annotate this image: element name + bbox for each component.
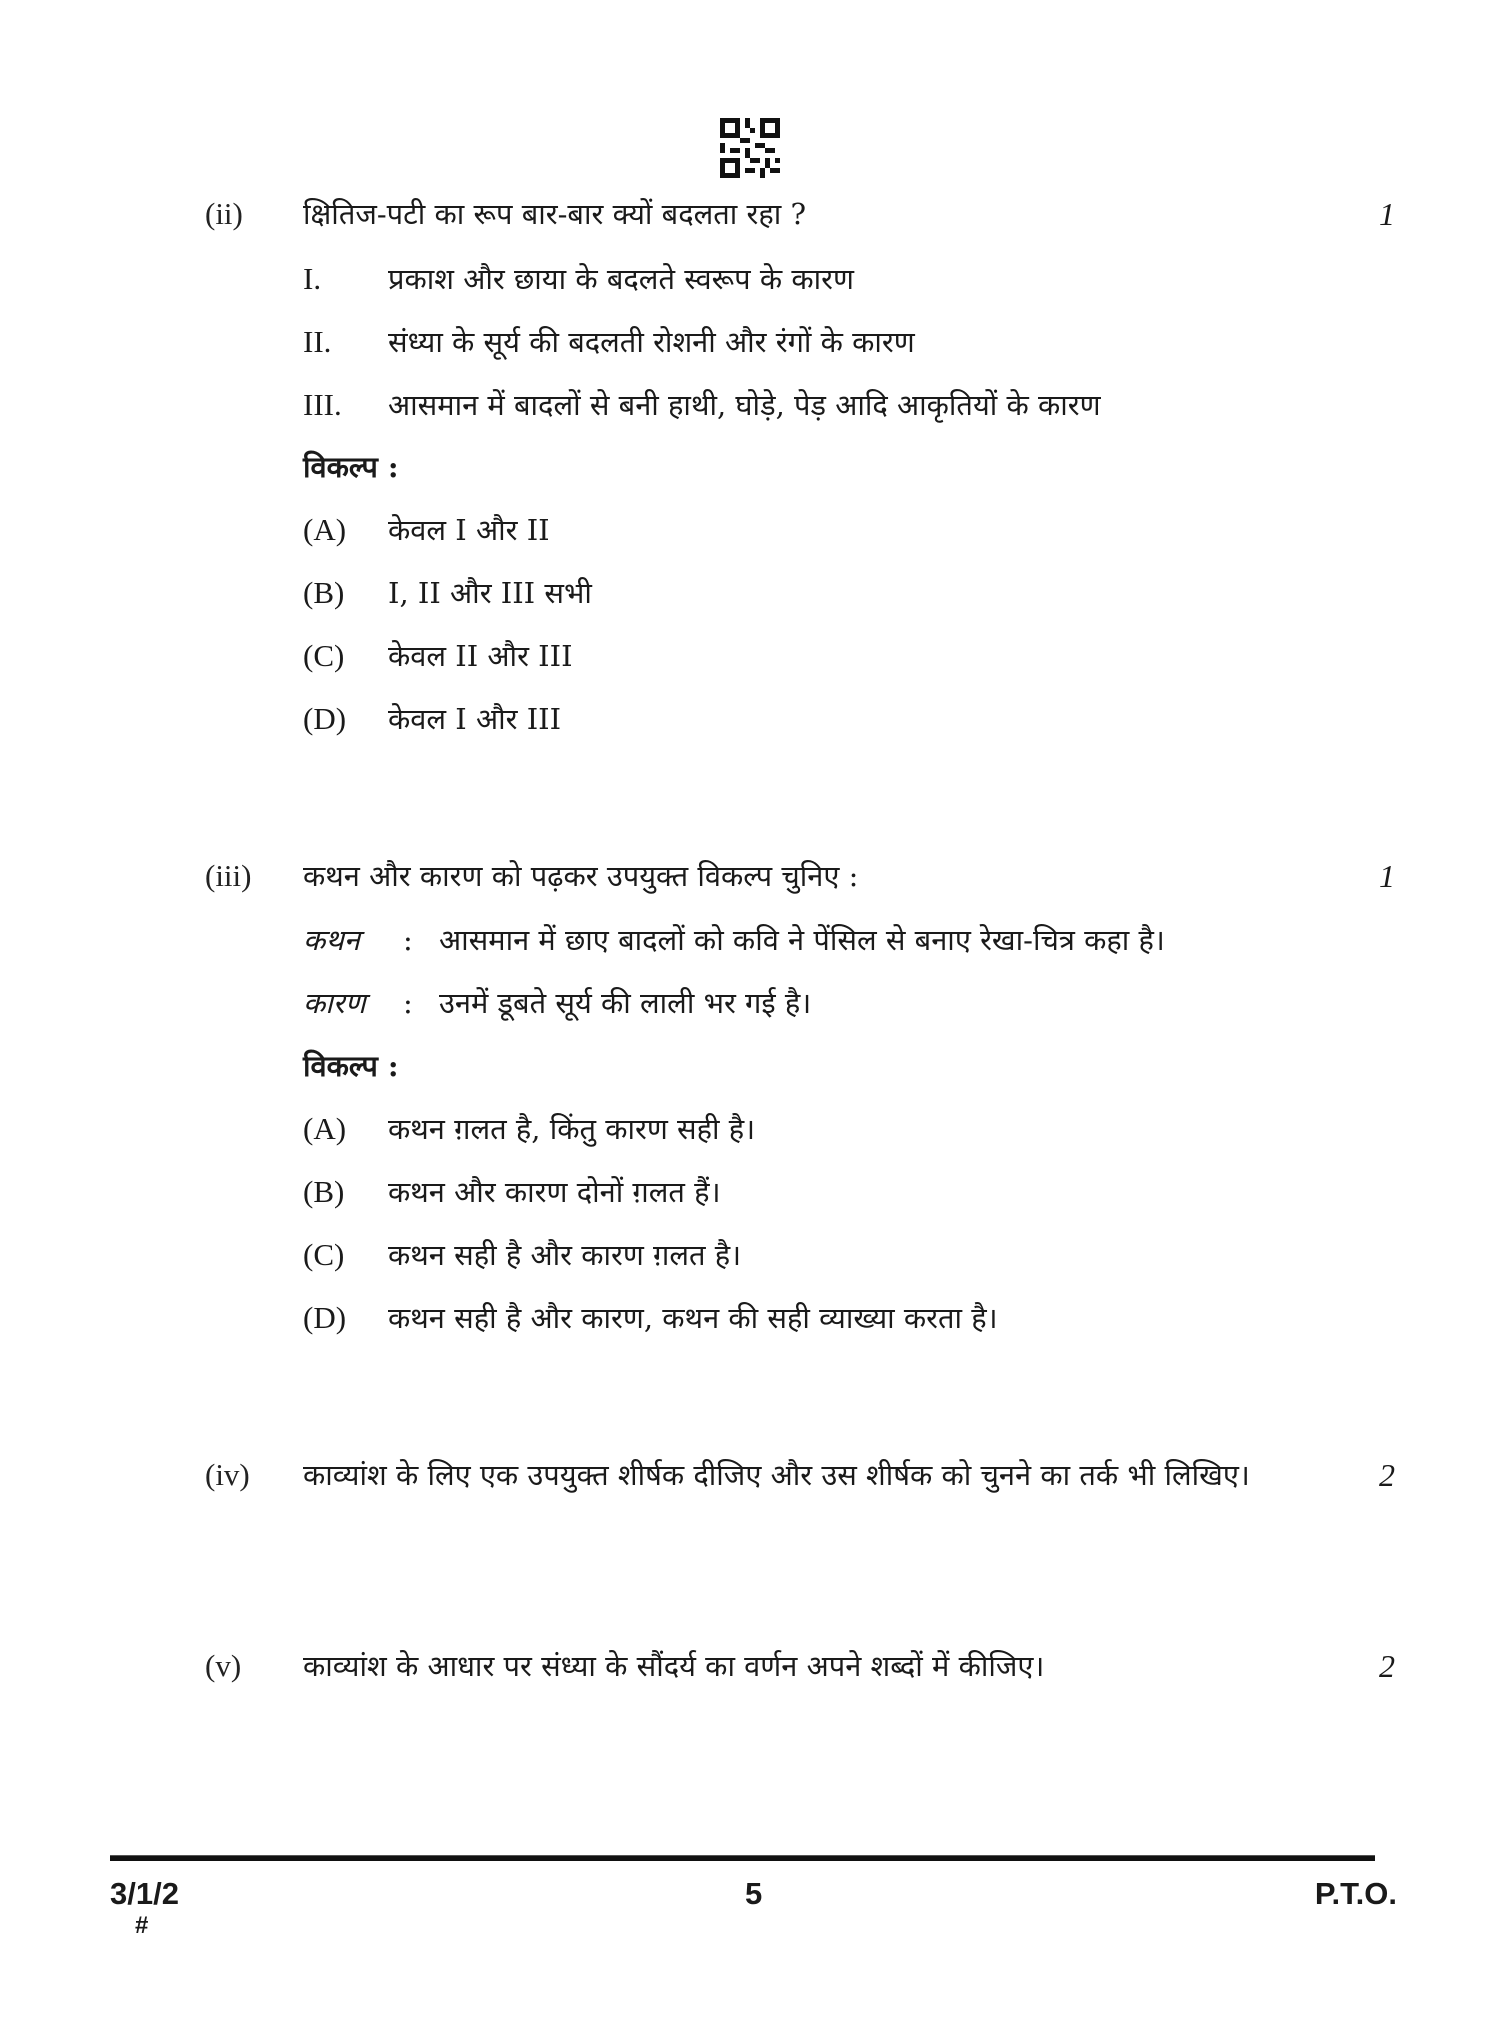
statement <box>303 259 854 298</box>
statement-text: संध्या के सूर्य की बदलती रोशनी और रंगों के कारण <box>388 325 915 359</box>
options-heading: विकल्प : <box>303 450 399 484</box>
option-text: कथन और कारण दोनों ग़लत हैं। <box>388 1175 721 1209</box>
qr-code-icon <box>720 118 780 178</box>
option <box>303 1298 998 1337</box>
option <box>303 699 561 738</box>
statement <box>303 322 915 361</box>
option-label: (C) <box>303 1237 345 1272</box>
option-text: कथन ग़लत है, किंतु कारण सही है। <box>388 1112 756 1146</box>
assertion <box>303 920 1165 959</box>
pto-label: P.T.O. <box>1314 1876 1397 1911</box>
question-text: क्षितिज-पटी का रूप बार-बार क्यों बदलता रहा ? <box>303 197 807 231</box>
option <box>303 636 573 675</box>
option <box>303 510 550 549</box>
question-number: (ii) <box>205 196 243 231</box>
option-label: (D) <box>303 701 347 736</box>
reason <box>303 983 811 1022</box>
option-text: केवल I और II <box>388 513 550 547</box>
question-marks: 2 <box>1379 1457 1395 1493</box>
option-label: (C) <box>303 638 345 673</box>
question-text: कथन और कारण को पढ़कर उपयुक्त विकल्प चुनिए : <box>303 859 859 893</box>
question-text: काव्यांश के लिए एक उपयुक्त शीर्षक दीजिए और उस शीर्षक को चुनने का तर्क भी लिखिए। <box>303 1458 1250 1492</box>
option-text: केवल II और III <box>388 639 573 673</box>
option <box>303 1235 741 1274</box>
separator: : <box>403 923 413 957</box>
separator: : <box>403 986 413 1020</box>
question-text: काव्यांश के आधार पर संध्या के सौंदर्य का वर्णन अपने शब्दों में कीजिए। <box>303 1649 1045 1683</box>
option-label: (A) <box>303 1111 347 1146</box>
page-number: 5 <box>745 1876 763 1911</box>
statement-text: प्रकाश और छाया के बदलते स्वरूप के कारण <box>388 262 854 296</box>
statement-text: आसमान में बादलों से बनी हाथी, घोड़े, पेड़ आदि आकृतियों के कारण <box>388 388 1101 422</box>
question-number: (v) <box>205 1648 242 1683</box>
question-number: (iii) <box>205 858 252 893</box>
reason-label: कारण <box>303 986 366 1020</box>
hash-mark: # <box>135 1912 149 1939</box>
option-label: (B) <box>303 575 345 610</box>
footer-divider <box>110 1855 1375 1861</box>
question-marks: 1 <box>1379 196 1395 232</box>
assertion-text: आसमान में छाए बादलों को कवि ने पेंसिल से बनाए रेखा-चित्र कहा है। <box>439 923 1165 957</box>
option-label: (D) <box>303 1300 347 1335</box>
paper-code: 3/1/2 <box>110 1876 179 1911</box>
option-label: (A) <box>303 512 347 547</box>
option <box>303 573 592 612</box>
option <box>303 1109 755 1148</box>
option-text: I, II और III सभी <box>388 576 592 610</box>
question-marks: 1 <box>1379 858 1395 894</box>
option-label: (B) <box>303 1174 345 1209</box>
options-heading: विकल्प : <box>303 1049 399 1083</box>
assertion-label: कथन <box>303 923 360 957</box>
option-text: कथन सही है और कारण ग़लत है। <box>388 1238 742 1272</box>
option-text: कथन सही है और कारण, कथन की सही व्याख्या करता है। <box>388 1301 998 1335</box>
statement-label: I. <box>303 261 322 296</box>
option-text: केवल I और III <box>388 702 562 736</box>
question-number: (iv) <box>205 1457 250 1492</box>
question-marks: 2 <box>1379 1648 1395 1684</box>
statement-label: III. <box>303 387 342 422</box>
option <box>303 1172 721 1211</box>
statement <box>303 385 1101 424</box>
reason-text: उनमें डूबते सूर्य की लाली भर गई है। <box>439 986 812 1020</box>
statement-label: II. <box>303 324 332 359</box>
